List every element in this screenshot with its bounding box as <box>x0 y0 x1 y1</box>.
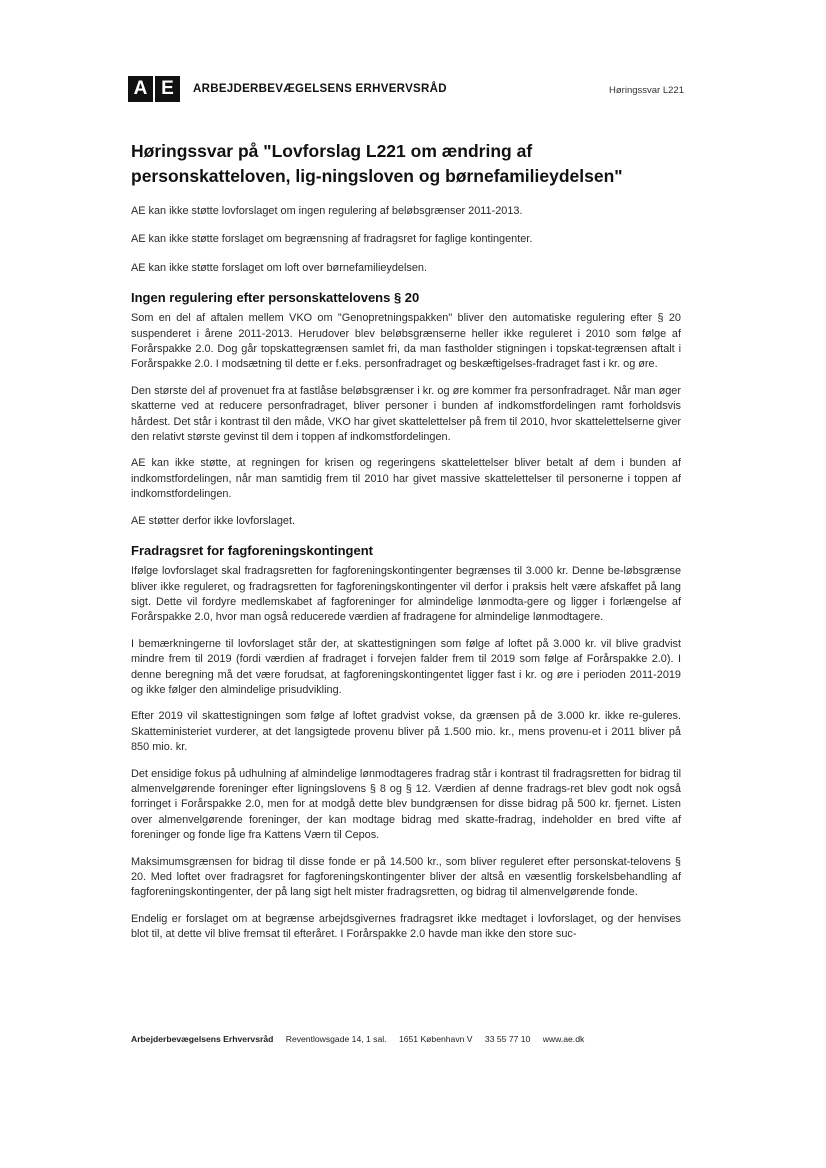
intro-statement: AE kan ikke støtte forslaget om loft over børnefamilieydelsen. <box>131 261 427 274</box>
body-paragraph: Endelig er forslaget om at begrænse arbejdsgivernes fradragsret ikke medtaget i lovforslaget, og der henvises blot til, at dette vil blive fremsat til efteråret. I Forårspakke 2.0 havde man ikke den store suc- <box>131 912 681 941</box>
footer-phone: 33 55 77 10 <box>484 1034 531 1044</box>
body-paragraph: I bemærkningerne til lovforslaget står der, at skattestigningen som følge af loftet på 3.000 kr. vil blive gradvist mindre frem til 2019 (fordi værdien af fradraget i forvejen falder frem til 2019 som følge af Forårspakke 2.0). I denne beregning må det være forudsat, at fagforeningskontingentet ligger fast i kr. og øre i perioden 2011-2019 og ikke følger den almindelige prisudvikling. <box>131 637 681 696</box>
body-paragraph: Den største del af provenuet fra at fastlåse beløbsgrænser i kr. og øre kommer fra personfradraget. Når man øger skatterne ved at reducere personfradraget, bliver personer i bunden af indkomstfordelingen ramt forholdsvis hårdest. Det står i kontrast til den måde, VKO har givet skattelettelser på frem til 2010, hvor skattelettelserne giver den relativt største gevinst til dem i toppen af indkomstfordelingen. <box>131 384 681 444</box>
ae-logo <box>128 76 182 102</box>
body-paragraph: Som en del af aftalen mellem VKO om "Genopretningspakken" bliver den automatiske regulering efter § 20 suspenderet i årene 2011-2013. Herudover blev beløbsgrænserne heller ikke reguleret i 2010 som følge af Forårspakke 2.0. Dog går topskattegrænsen samlet fri, da man fastholder stigningen i topskat-tegrænsen aftalt i Forårspakke 2.0. I modsætning til dette er f.eks. personfradraget og beskæftigelses-fradraget fast i kr. og øre. <box>131 312 681 371</box>
footer-address: Reventlowsgade 14, 1 sal. <box>285 1034 387 1044</box>
body-paragraph: Ifølge lovforslaget skal fradragsretten for fagforeningskontingenter begrænses til 3.000 kr. Denne be-løbsgrænse bliver ikke reguleret, og fradragsretten for fagforeningskontingenter vil derfor i praksis helt være afskaffet på lang sigt. Dette vil fordyre medlemskabet af fagforeninger for almindelige lønmodta-gere og ligger i forlængelse af Forårspakke 2.0, hvor man også reducerede værdien af fradragene for almindelige lønmodtagere. <box>131 565 681 624</box>
intro-statement: AE kan ikke støtte forslaget om begrænsning af fradragsret for faglige kontingenter. <box>131 233 533 246</box>
footer-city: 1651 København V <box>398 1034 473 1044</box>
page-footer <box>131 1034 691 1044</box>
logo-letter-e: E <box>155 76 180 102</box>
document-body <box>131 204 681 954</box>
organization-name: ARBEJDERBEVÆGELSENS ERHVERVSRÅD <box>193 83 447 95</box>
body-paragraph: AE støtter derfor ikke lovforslaget. <box>131 514 296 527</box>
section-heading: Ingen regulering efter personskattelovens § 20 <box>131 290 420 306</box>
footer-website: www.ae.dk <box>542 1034 585 1044</box>
body-paragraph: AE kan ikke støtte, at regningen for krisen og regeringens skattelettelser bliver betalt af dem i bunden af indkomstfordelingen, når man samtidig frem til 2010 har givet massive skattelettelser til personerne i toppen af indkomstfordelingen. <box>131 457 681 501</box>
intro-statement: AE kan ikke støtte lovforslaget om ingen regulering af beløbsgrænser 2011-2013. <box>131 205 523 217</box>
body-paragraph: Maksimumsgrænsen for bidrag til disse fonde er på 14.500 kr., som bliver reguleret efter personskat-telovens § 20. Med loftet over fradragsret for fagforeningskontingenter bliver der altså en væsentlig forskelsbehandling af fagforeningskontingenter, der på lang sigt helt mister fradragsretten, og bidrag til almenvelgørende fonde. <box>131 855 681 899</box>
body-paragraph: Efter 2019 vil skattestigningen som følge af loftet gradvist vokse, da grænsen på de 3.000 kr. ikke re-guleres. Skatteministeriet vurderer, at det langsigtede provenu bliver på 1.500 mio. kr., mens provenu-et i 2011 bliver på 850 mio. kr. <box>131 710 681 754</box>
section-heading: Fradragsret for fagforeningskontingent <box>131 543 373 559</box>
document-reference: Høringssvar L221 <box>609 85 684 96</box>
footer-org-name: Arbejderbevægelsens Erhvervsråd <box>131 1034 274 1044</box>
letterhead <box>128 76 684 102</box>
body-paragraph: Det ensidige fokus på udhulning af almindelige lønmodtageres fradrag står i kontrast til fradragsretten for bidrag til almenvelgørende foreninger efter ligningslovens § 8 og § 12. Værdien af denne fradrags-ret blev godt nok også forringet i Forårspakke 2.0, men for at modgå dette blev bundgrænsen for disse bidrag på 500 kr. fjernet. Listen over almenvelgørende foreninger, der kan modtage bidrag med skatte-fradrag, indeholder en bred vifte af foreninger og fonde lige fra Kattens Værn til Cepos. <box>131 767 681 842</box>
document-title: Høringssvar på "Lovforslag L221 om ændring af personskatteloven, lig-ningsloven og børnefamilieydelsen" <box>131 141 623 186</box>
logo-letter-a: A <box>128 76 153 102</box>
